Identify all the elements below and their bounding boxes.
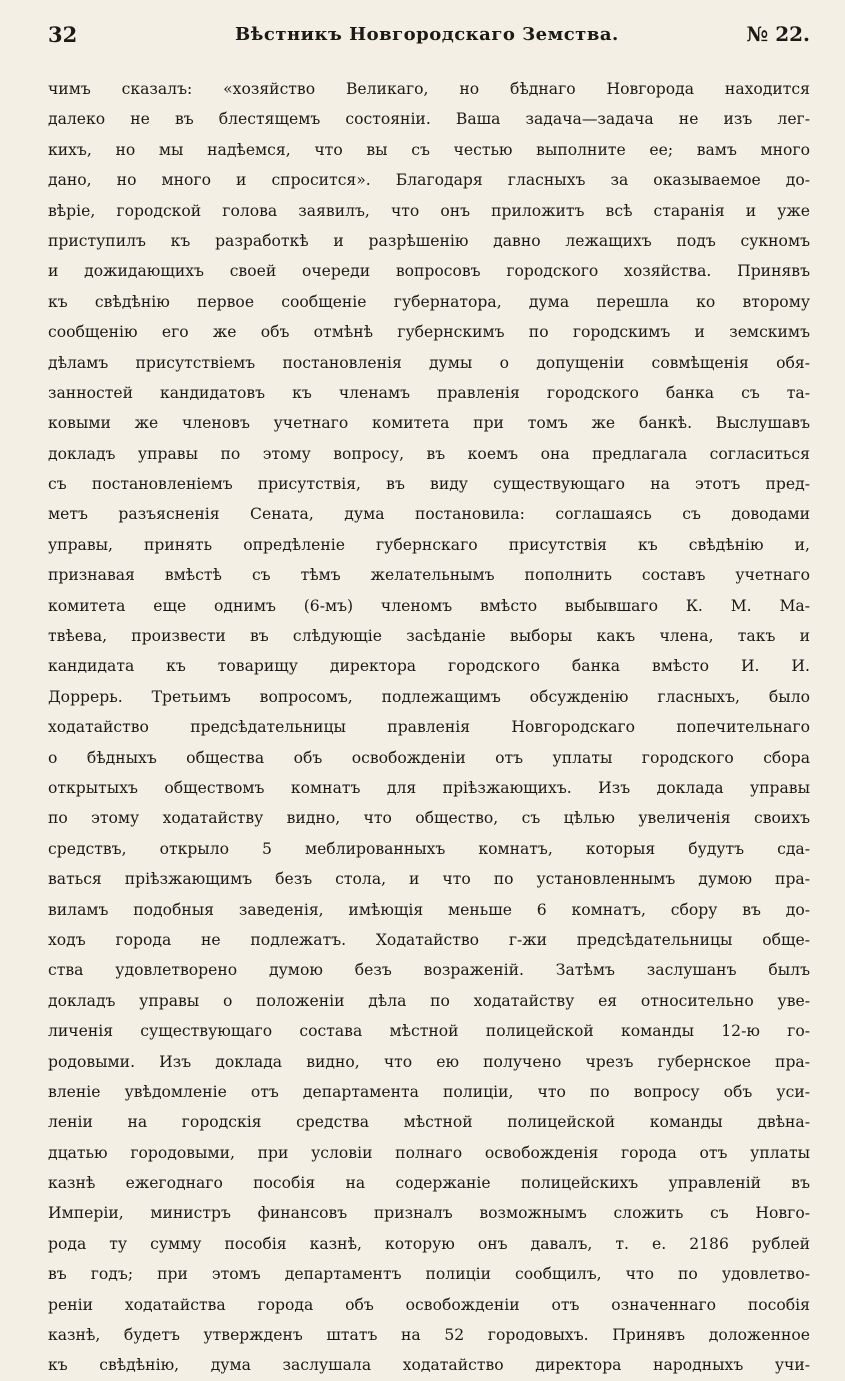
- text-line: метъ разъясненія Сената, дума постановила: соглашаясь съ доводами: [48, 505, 810, 524]
- text-line: твѣева, произвести въ слѣдующіе засѣданіе выборы какъ члена, такъ и: [48, 627, 810, 646]
- text-line: средствъ, открыло 5 меблированныхъ комнатъ, которыя будутъ сда-: [48, 839, 810, 858]
- text-line: личенія существующаго состава мѣстной полицейской команды 12-ю го-: [48, 1022, 810, 1041]
- text-line: реніи ходатайства города объ освобожденіи отъ означеннаго пособія: [48, 1295, 810, 1314]
- page-header: [48, 20, 810, 50]
- text-line: сообщенію его же объ отмѣнѣ губернскимъ по городскимъ и земскимъ: [48, 323, 810, 342]
- text-line: ковыми же членовъ учетнаго комитета при томъ же банкѣ. Выслушавъ: [48, 414, 810, 433]
- text-line: казнѣ ежегоднаго пособія на содержаніе полицейскихъ управленій въ: [48, 1174, 810, 1193]
- text-line: ходъ города не подлежатъ. Ходатайство г-жи предсѣдательницы обще-: [48, 930, 810, 949]
- text-line: родовыми. Изъ доклада видно, что ею получено чрезъ губернское пра-: [48, 1052, 810, 1071]
- text-line: далеко не въ блестящемъ состояніи. Ваша задача—задача не изъ лег-: [48, 110, 810, 129]
- text-line: ства удовлетворено думою безъ возраженій. Затѣмъ заслушанъ былъ: [48, 961, 810, 980]
- article-body: [48, 74, 810, 1381]
- text-line: занностей кандидатовъ къ членамъ правленія городского банка съ та-: [48, 383, 810, 402]
- text-line: открытыхъ обществомъ комнатъ для пріѣзжающихъ. Изъ доклада управы: [48, 778, 810, 797]
- text-line: вѣріе, городской голова заявилъ, что онъ приложитъ всѣ старанія и уже: [48, 201, 810, 220]
- text-line: виламъ подобныя заведенія, имѣющія меньше 6 комнатъ, сбору въ до-: [48, 900, 810, 919]
- text-line: признавая вмѣстѣ съ тѣмъ желательнымъ пополнить составъ учетнаго: [48, 566, 810, 585]
- text-line: о бѣдныхъ общества объ освобожденіи отъ уплаты городского сбора: [48, 748, 810, 767]
- text-line: по этому ходатайству видно, что общество, съ цѣлью увеличенія своихъ: [48, 809, 810, 828]
- text-line: дѣламъ присутствіемъ постановленія думы о допущеніи совмѣщенія обя-: [48, 353, 810, 372]
- text-line: и дожидающихъ своей очереди вопросовъ городского хозяйства. Принявъ: [48, 262, 810, 281]
- text-line: ходатайство предсѣдательницы правленія Новгородскаго попечительнаго: [48, 718, 810, 737]
- text-line: кандидата къ товарищу директора городского банка вмѣсто И. И.: [48, 657, 810, 676]
- text-line: докладъ управы по этому вопросу, въ коемъ она предлагала согласиться: [48, 444, 810, 463]
- text-line: докладъ управы о положеніи дѣла по ходатайству ея относительно уве-: [48, 991, 810, 1010]
- text-line: Имперіи, министръ финансовъ призналъ возможнымъ сложить съ Новго-: [48, 1204, 810, 1223]
- text-line: казнѣ, будетъ утвержденъ штатъ на 52 городовыхъ. Принявъ доложенное: [48, 1326, 810, 1345]
- text-line: приступилъ къ разработкѣ и разрѣшенію давно лежащихъ подъ сукномъ: [48, 231, 810, 250]
- text-line: дцатью городовыми, при условіи полнаго освобожденія города отъ уплаты: [48, 1143, 810, 1162]
- issue-number: № 22.: [746, 22, 810, 46]
- text-line: съ постановленіемъ присутствія, въ виду существующаго на этотъ пред-: [48, 475, 810, 494]
- page-number: 32: [48, 22, 78, 47]
- text-line: ваться пріѣзжающимъ безъ стола, и что по установленнымъ думою пра-: [48, 870, 810, 889]
- text-line: рода ту сумму пособія казнѣ, которую онъ давалъ, т. е. 2186 рублей: [48, 1234, 810, 1253]
- text-line: дано, но много и спросится». Благодаря гласныхъ за оказываемое до-: [48, 171, 810, 190]
- text-line: Доррерь. Третьимъ вопросомъ, подлежащимъ обсужденію гласныхъ, было: [48, 687, 810, 706]
- text-line: къ свѣдѣнію, дума заслушала ходатайство директора народныхъ учи-: [48, 1356, 810, 1375]
- text-line: комитета еще однимъ (6-мъ) членомъ вмѣсто выбывшаго К. М. Ма-: [48, 596, 810, 615]
- text-line: чимъ сказалъ: «хозяйство Великаго, но бѣднаго Новгорода находится: [48, 80, 810, 98]
- text-line: вленіе увѣдомленіе отъ департамента полиціи, что по вопросу объ уси-: [48, 1082, 810, 1101]
- journal-title: Вѣстникъ Новгородскаго Земства.: [235, 24, 619, 45]
- text-line: управы, принять опредѣленіе губернскаго присутствія къ свѣдѣнію и,: [48, 535, 810, 554]
- text-line: кихъ, но мы надѣемся, что вы съ честью выполните ее; вамъ много: [48, 140, 810, 159]
- text-line: къ свѣдѣнію первое сообщеніе губернатора, дума перешла ко второму: [48, 292, 810, 311]
- text-line: леніи на городскія средства мѣстной полицейской команды двѣна-: [48, 1113, 810, 1132]
- text-line: въ годъ; при этомъ департаментъ полиціи сообщилъ, что по удовлетво-: [48, 1265, 810, 1284]
